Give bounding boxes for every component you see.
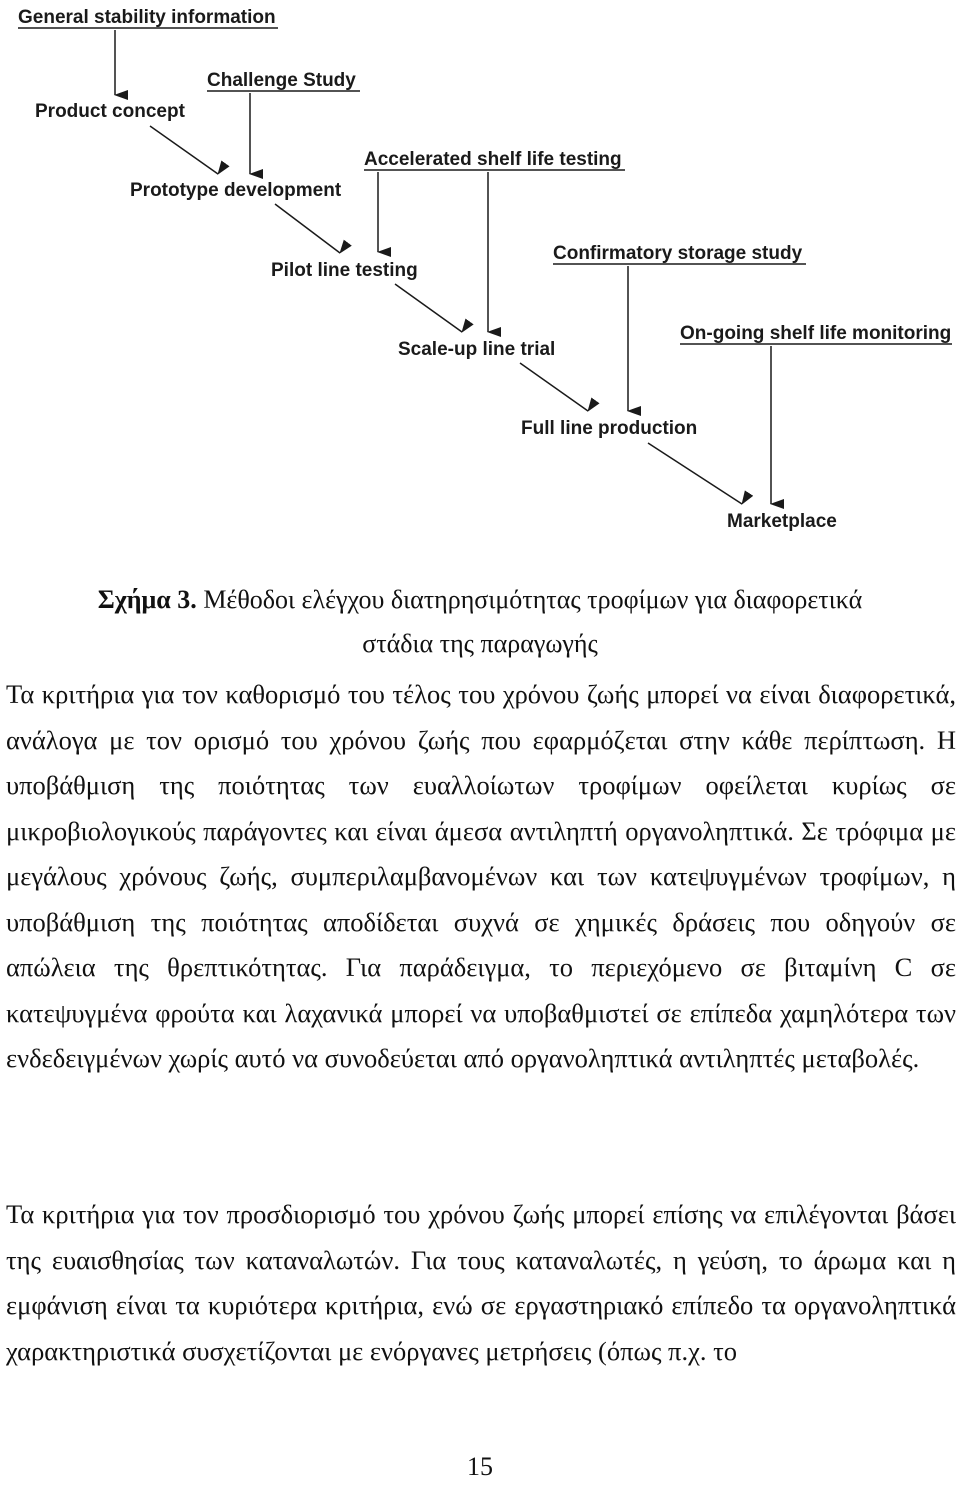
label-prototype-development: Prototype development — [130, 180, 342, 201]
figure-caption — [0, 578, 960, 666]
arrow-full-line-to-marketplace — [648, 443, 742, 504]
shelf-life-flow-diagram — [0, 0, 960, 560]
label-challenge-study: Challenge Study — [207, 70, 356, 91]
arrow-pilot-to-scaleup — [395, 284, 462, 332]
label-full-line-production: Full line production — [521, 418, 698, 439]
caption-line-1 — [0, 578, 960, 622]
caption-prefix: Σχήμα 3. — [97, 585, 197, 614]
label-scale-up-line-trial: Scale-up line trial — [398, 339, 556, 360]
label-on-going-shelf-life-monitoring: On-going shelf life monitoring — [680, 323, 952, 344]
label-product-concept: Product concept — [35, 101, 185, 122]
paragraph-1: Τα κριτήρια για τον καθορισμό του τέλος του χρόνου ζωής μπορεί να είναι διαφορετικά, ανάλογα με τον ορισμό του χρόνου ζωής που εφαρμόζεται στην κάθε περίπτωση. Η υποβάθμιση της ποιότητας των ευαλλοίωτων τροφίμων οφείλεται κυρίως σε μικροβιολογικούς παράγοντες και είναι άμεσα αντιληπτή οργανοληπτικά. Σε τρόφιμα με μεγάλους χρόνους ζωής, συμπεριλαμβανομένων και των κατεψυγμένων τροφίμων, η υποβάθμιση της ποιότητας αποδίδεται συχνά σε χημικές δράσεις που οδηγούν σε απώλεια της θρεπτικότητας. Για παράδειγμα, το περιεχόμενο σε βιταμίνη C σε κατεψυγμένα φρούτα και λαχανικά μπορεί να υποβαθμιστεί σε επίπεδα χαμηλότερα των ενδεδειγμένων χωρίς αυτό να συνοδεύεται από οργανοληπτικά αντιληπτές μεταβολές. — [6, 679, 956, 1073]
caption-text-line-1: Μέθοδοι ελέγχου διατηρησιμότητας τροφίμων για διαφορετικά — [196, 585, 863, 614]
caption-text-line-2: στάδια της παραγωγής — [362, 629, 598, 658]
paragraph-2: Τα κριτήρια για τον προσδιορισμό του χρόνου ζωής μπορεί επίσης να επιλέγονται βάσει της ευαισθησίας των καταναλωτών. Για τους καταναλωτές, η γεύση, το άρωμα και η εμφάνιση είναι τα κυριότερα κριτήρια, ενώ σε εργαστηριακό επίπεδο τα οργανοληπτικά χαρακτηριστικά συσχετίζονται με ενόργανες μετρήσεις (όπως π.χ. το — [6, 1199, 956, 1366]
label-pilot-line-testing: Pilot line testing — [271, 260, 418, 281]
label-accelerated-shelf-life-testing: Accelerated shelf life testing — [364, 149, 622, 170]
arrow-prototype-to-pilot — [275, 204, 340, 253]
page-number: 15 — [467, 1452, 493, 1481]
arrow-product-concept-to-prototype — [150, 126, 218, 174]
label-general-stability-information: General stability information — [18, 7, 276, 28]
label-confirmatory-storage-study: Confirmatory storage study — [553, 243, 803, 264]
label-marketplace: Marketplace — [727, 511, 837, 532]
arrow-scaleup-to-full-line — [520, 363, 588, 411]
